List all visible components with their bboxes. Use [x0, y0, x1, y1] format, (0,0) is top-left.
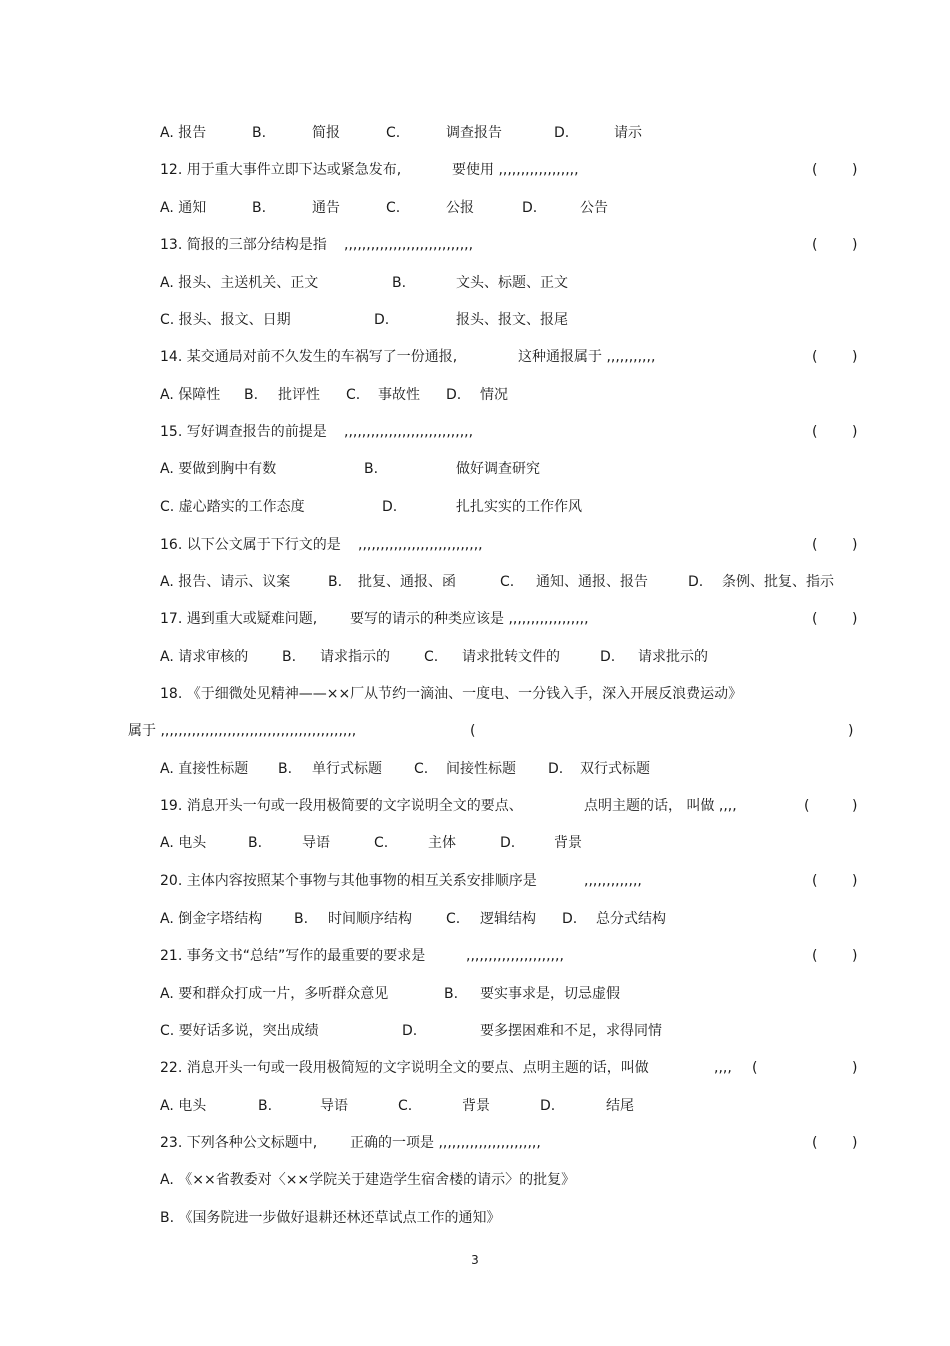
answer-paren-close: ) [852, 873, 858, 889]
option-a: A. 要做到胸中有数 [160, 461, 277, 477]
option-b-text: 通告 [312, 200, 340, 216]
question-tail: 这种通报属于 ,,,,,,,,,,, [518, 349, 656, 365]
options-row [0, 384, 950, 406]
option-d-label: D. [402, 1023, 418, 1039]
option-b-text: 批评性 [278, 387, 320, 403]
option-d-text: 条例、批复、指示 [722, 574, 834, 590]
option-a: A. 直接性标题 [160, 761, 249, 777]
answer-paren-open: ( [812, 162, 818, 178]
option-c-label: C. [374, 835, 389, 851]
answer-paren-close: ) [852, 798, 858, 814]
question-13 [0, 234, 950, 256]
question-stem: 23. 下列各种公文标题中, [160, 1135, 318, 1151]
answer-paren-open: ( [812, 349, 818, 365]
options-row [0, 983, 950, 1005]
option-a: A. 保障性 [160, 387, 221, 403]
answer-paren-open: ( [812, 611, 818, 627]
question-tail: ,,,,,,,,,,,,,,,,,,,,,,,,,,,, [358, 537, 483, 553]
answer-paren-close: ) [852, 611, 858, 627]
option-a: A. 电头 [160, 1098, 207, 1114]
question-stem: 14. 某交通局对前不久发生的车祸写了一份通报, [160, 349, 458, 365]
option-d-text: 背景 [554, 835, 582, 851]
answer-paren-close: ) [852, 537, 858, 553]
option-b-label: B. [244, 387, 259, 403]
option-b-label: B. [278, 761, 293, 777]
question-tail: ,,,,,,,,,,,,,,,,,,,,,,,,,,,,, [344, 237, 474, 253]
option-c-label: C. [424, 649, 439, 665]
option-c-text: 请求批转文件的 [462, 649, 560, 665]
option-c-text: 公报 [446, 200, 474, 216]
option-c-label: C. [414, 761, 429, 777]
option-d-label: D. [446, 387, 462, 403]
options-row [0, 272, 950, 294]
option-c-text: 事故性 [378, 387, 420, 403]
option-d-text: 双行式标题 [580, 761, 650, 777]
option-c-label: C. [446, 911, 461, 927]
option-d-text: 请示 [614, 125, 642, 141]
question-stem: 属于 ,,,,,,,,,,,,,,,,,,,,,,,,,,,,,,,,,,,,,,,,,,,, [128, 723, 357, 739]
option-c-text: 间接性标题 [446, 761, 516, 777]
question-22 [0, 1057, 950, 1079]
answer-paren-open: ( [812, 424, 818, 440]
option-c: C. 报头、报文、日期 [160, 312, 291, 328]
question-tail: 点明主题的话， 叫做 ,,,, [584, 798, 737, 814]
answer-paren-open: ( [812, 873, 818, 889]
answer-paren-close: ) [852, 424, 858, 440]
question-17 [0, 608, 950, 630]
question-stem: 19. 消息开头一句或一段用极简要的文字说明全文的要点、 [160, 798, 523, 814]
options-row [0, 496, 950, 518]
option-d-label: D. [562, 911, 578, 927]
question-19 [0, 795, 950, 817]
question-14 [0, 346, 950, 368]
option-c-label: C. [386, 200, 401, 216]
answer-paren-close: ) [848, 723, 854, 739]
option-a: A. 通知 [160, 200, 207, 216]
option-b-label: B. [328, 574, 343, 590]
question-stem: 17. 遇到重大或疑难问题, [160, 611, 318, 627]
question-stem: 22. 消息开头一句或一段用极简短的文字说明全文的要点、点明主题的话，叫做 [160, 1060, 649, 1076]
options-row [0, 122, 950, 144]
question-tail: ,,,,,,,,,,,,,,,,,,,,,,,,,,,,, [344, 424, 474, 440]
option-b-label: B. [248, 835, 263, 851]
option-b-label: B. [392, 275, 407, 291]
option-d-text: 总分式结构 [596, 911, 666, 927]
question-stem: 20. 主体内容按照某个事物与其他事物的相互关系安排顺序是 [160, 873, 537, 889]
option-a: A. 报告、请示、议案 [160, 574, 291, 590]
options-row [0, 1207, 950, 1229]
option-c-label: C. [346, 387, 361, 403]
answer-paren-open: ( [752, 1060, 758, 1076]
option-c-label: C. [500, 574, 515, 590]
option-d-text: 结尾 [606, 1098, 634, 1114]
options-row [0, 197, 950, 219]
question-stem: 16. 以下公文属于下行文的是 [160, 537, 341, 553]
option-b: B. 《国务院进一步做好退耕还林还草试点工作的通知》 [160, 1210, 501, 1226]
option-b-label: B. [252, 125, 267, 141]
option-c-text: 调查报告 [446, 125, 502, 141]
option-c-text: 逻辑结构 [480, 911, 536, 927]
option-c: C. 要好话多说，突出成绩 [160, 1023, 319, 1039]
option-b-text: 导语 [320, 1098, 348, 1114]
options-row [0, 1095, 950, 1117]
option-b-text: 简报 [312, 125, 340, 141]
option-d-text: 请求批示的 [638, 649, 708, 665]
option-b-label: B. [252, 200, 267, 216]
option-c-text: 通知、通报、报告 [536, 574, 648, 590]
question-20 [0, 870, 950, 892]
question-tail: 要使用 ,,,,,,,,,,,,,,,,,, [452, 162, 579, 178]
option-b-text: 请求指示的 [320, 649, 390, 665]
question-tail: 正确的一项是 ,,,,,,,,,,,,,,,,,,,,,,, [350, 1135, 541, 1151]
option-d-label: D. [382, 499, 398, 515]
option-a: A. 要和群众打成一片，多听群众意见 [160, 986, 389, 1002]
options-row [0, 458, 950, 480]
answer-paren-open: ( [812, 237, 818, 253]
options-row [0, 832, 950, 854]
answer-paren-open: ( [812, 1135, 818, 1151]
answer-paren-close: ) [852, 349, 858, 365]
option-a: A. 电头 [160, 835, 207, 851]
answer-paren-open: ( [812, 537, 818, 553]
option-d-label: D. [540, 1098, 556, 1114]
option-b-text: 单行式标题 [312, 761, 382, 777]
question-stem: 12. 用于重大事件立即下达或紧急发布, [160, 162, 402, 178]
option-d-label: D. [688, 574, 704, 590]
options-row [0, 309, 950, 331]
option-b-text: 做好调查研究 [456, 461, 540, 477]
option-b-label: B. [364, 461, 379, 477]
question-21 [0, 945, 950, 967]
question-18-continued [0, 720, 950, 742]
option-d-text: 扎扎实实的工作作风 [456, 499, 582, 515]
question-23 [0, 1132, 950, 1154]
option-c-text: 背景 [462, 1098, 490, 1114]
option-c: C. 虚心踏实的工作态度 [160, 499, 305, 515]
option-d-text: 要多摆困难和不足，求得同情 [480, 1023, 662, 1039]
options-row [0, 1169, 950, 1191]
option-b-text: 批复、通报、函 [358, 574, 456, 590]
question-tail: ,,,,,,,,,,,,,,,,,,,,,, [466, 948, 564, 964]
option-b-label: B. [282, 649, 297, 665]
answer-paren-open: ( [804, 798, 810, 814]
option-d-label: D. [554, 125, 570, 141]
option-a: A. 倒金字塔结构 [160, 911, 263, 927]
option-d-label: D. [600, 649, 616, 665]
option-b-text: 文头、标题、正文 [456, 275, 568, 291]
options-row [0, 1020, 950, 1042]
option-b-label: B. [444, 986, 459, 1002]
question-tail: 要写的请示的种类应该是 ,,,,,,,,,,,,,,,,,, [350, 611, 589, 627]
question-18 [0, 683, 950, 705]
answer-paren-close: ) [852, 948, 858, 964]
option-d-text: 情况 [480, 387, 508, 403]
option-c-text: 主体 [428, 835, 456, 851]
option-a: A. 报头、主送机关、正文 [160, 275, 319, 291]
option-b-text: 时间顺序结构 [328, 911, 412, 927]
option-c-label: C. [386, 125, 401, 141]
page-number: 3 [471, 1253, 479, 1267]
option-d-label: D. [374, 312, 390, 328]
question-15 [0, 421, 950, 443]
question-tail: ,,,,,,,,,,,,, [584, 873, 642, 889]
answer-paren-open: ( [470, 723, 476, 739]
question-tail: ,,,, [714, 1060, 732, 1076]
options-row [0, 908, 950, 930]
question-16 [0, 534, 950, 556]
answer-paren-open: ( [812, 948, 818, 964]
answer-paren-close: ) [852, 162, 858, 178]
options-row [0, 758, 950, 780]
question-stem: 21. 事务文书“总结”写作的最重要的要求是 [160, 948, 426, 964]
answer-paren-close: ) [852, 237, 858, 253]
option-d-label: D. [522, 200, 538, 216]
question-12 [0, 159, 950, 181]
question-stem: 15. 写好调查报告的前提是 [160, 424, 327, 440]
options-row [0, 646, 950, 668]
option-b-label: B. [258, 1098, 273, 1114]
option-c-label: C. [398, 1098, 413, 1114]
option-b-text: 导语 [302, 835, 330, 851]
question-stem: 13. 简报的三部分结构是指 [160, 237, 327, 253]
option-d-label: D. [548, 761, 564, 777]
option-d-text: 报头、报文、报尾 [456, 312, 568, 328]
option-a: A. 请求审核的 [160, 649, 249, 665]
option-a: A. 报告 [160, 125, 207, 141]
question-stem: 18. 《于细微处见精神——××厂从节约一滴油、一度电、一分钱入手，深入开展反浪费运动》 [160, 686, 743, 702]
option-b-label: B. [294, 911, 309, 927]
option-d-label: D. [500, 835, 516, 851]
options-row [0, 571, 950, 593]
answer-paren-close: ) [852, 1060, 858, 1076]
option-d-text: 公告 [580, 200, 608, 216]
option-b-text: 要实事求是，切忌虚假 [480, 986, 620, 1002]
answer-paren-close: ) [852, 1135, 858, 1151]
option-a: A. 《××省教委对〈××学院关于建造学生宿舍楼的请示〉的批复》 [160, 1172, 576, 1188]
